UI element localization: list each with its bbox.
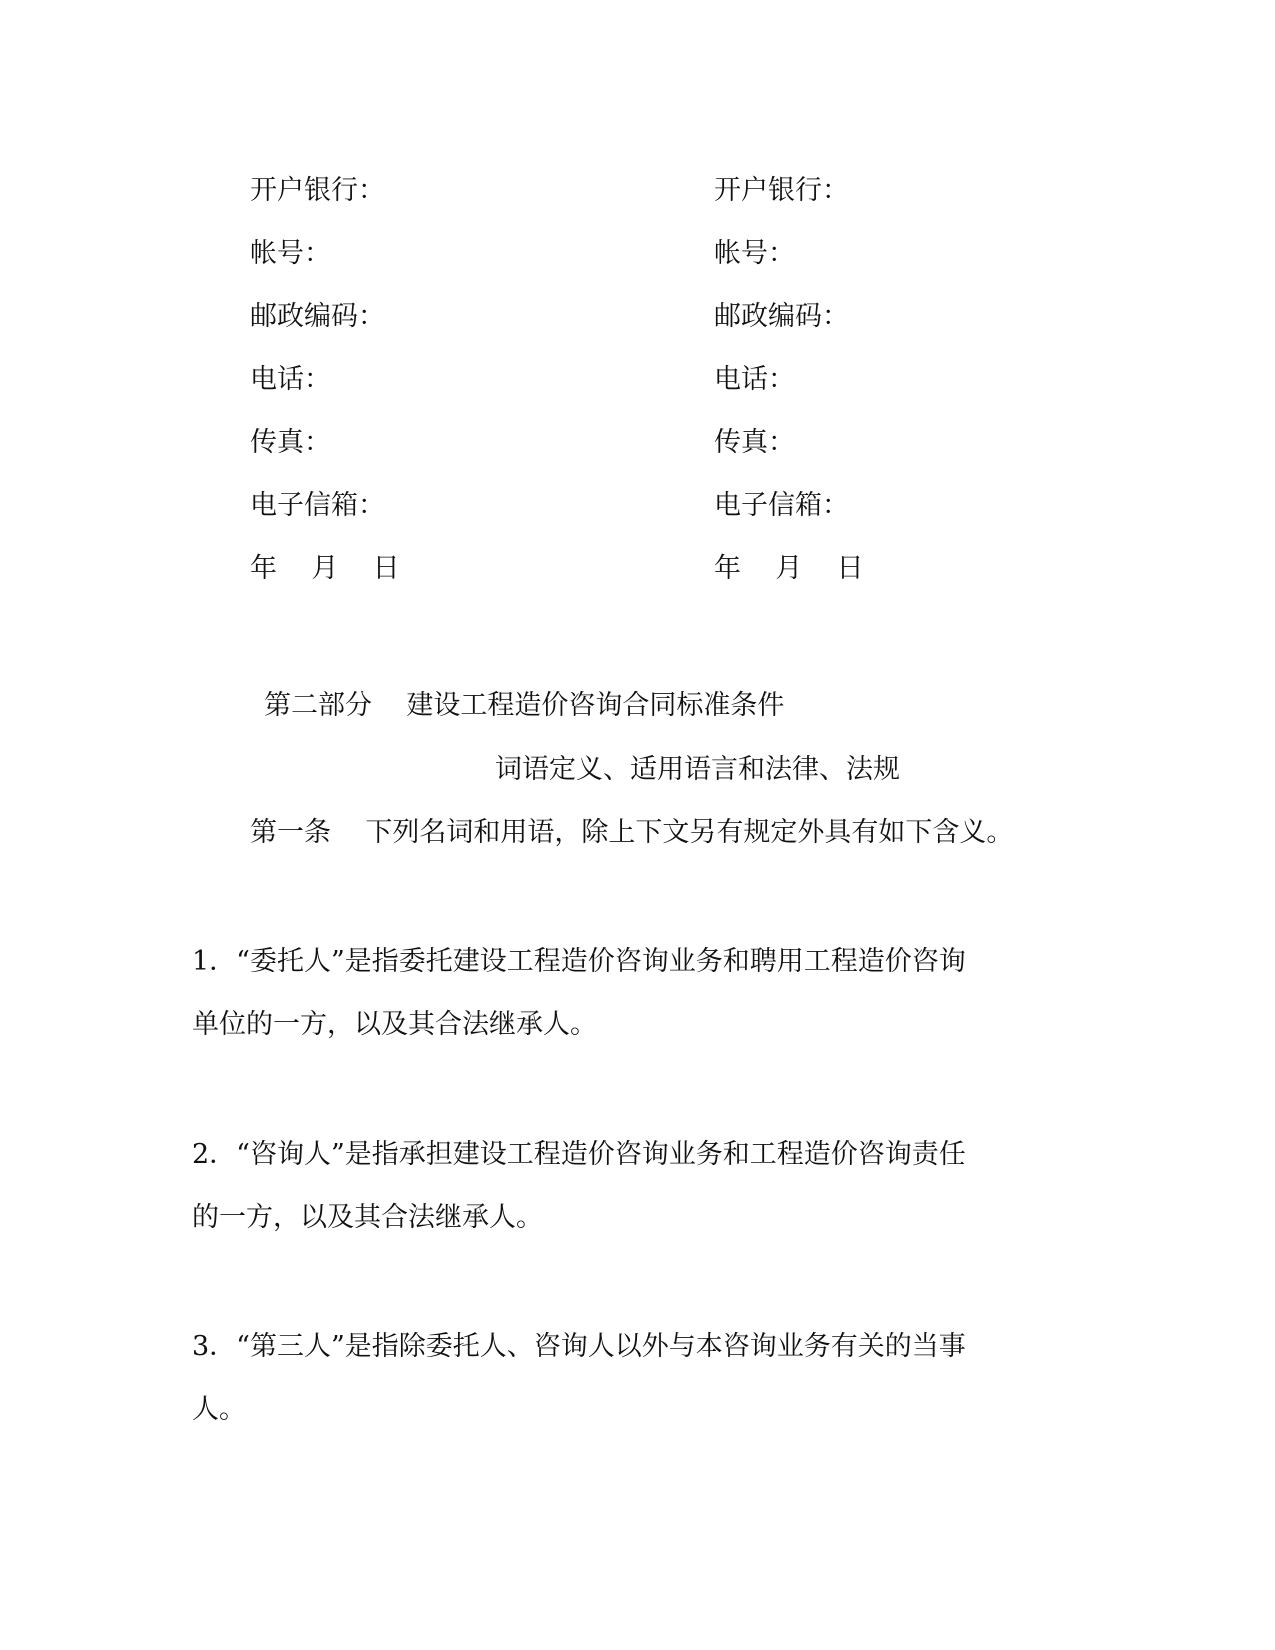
left-fax-label: 传真： [250,427,331,458]
left-phone-label: 电话： [250,364,331,395]
part-title: 第二部分 建设工程造价咨询合同标准条件 [264,690,785,721]
definition-2-line-2: 的一方，以及其合法继承人。 [192,1202,543,1233]
right-postcode-label: 邮政编码： [714,301,849,332]
left-email-label: 电子信箱： [250,490,385,521]
right-bank-label: 开户银行： [714,175,849,206]
definition-3-line-1: 3．“第三人”是指除委托人、咨询人以外与本咨询业务有关的当事 [192,1331,966,1362]
definition-3-line-2: 人。 [192,1394,246,1425]
section-title: 词语定义、适用语言和法律、法规 [495,754,900,785]
left-account-label: 帐号： [250,238,331,269]
right-email-label: 电子信箱： [714,490,849,521]
right-phone-label: 电话： [714,364,795,395]
left-bank-label: 开户银行： [250,175,385,206]
right-date-label: 年 月 日 [714,553,864,584]
definition-2-line-1: 2．“咨询人”是指承担建设工程造价咨询业务和工程造价咨询责任 [192,1139,966,1170]
article-1-text: 第一条 下列名词和用语，除上下文另有规定外具有如下含义。 [250,817,1014,848]
right-fax-label: 传真： [714,427,795,458]
left-postcode-label: 邮政编码： [250,301,385,332]
definition-1-line-1: 1．“委托人”是指委托建设工程造价咨询业务和聘用工程造价咨询 [192,946,966,977]
definition-1-line-2: 单位的一方，以及其合法继承人。 [192,1009,597,1040]
left-date-label: 年 月 日 [250,553,400,584]
right-account-label: 帐号： [714,238,795,269]
